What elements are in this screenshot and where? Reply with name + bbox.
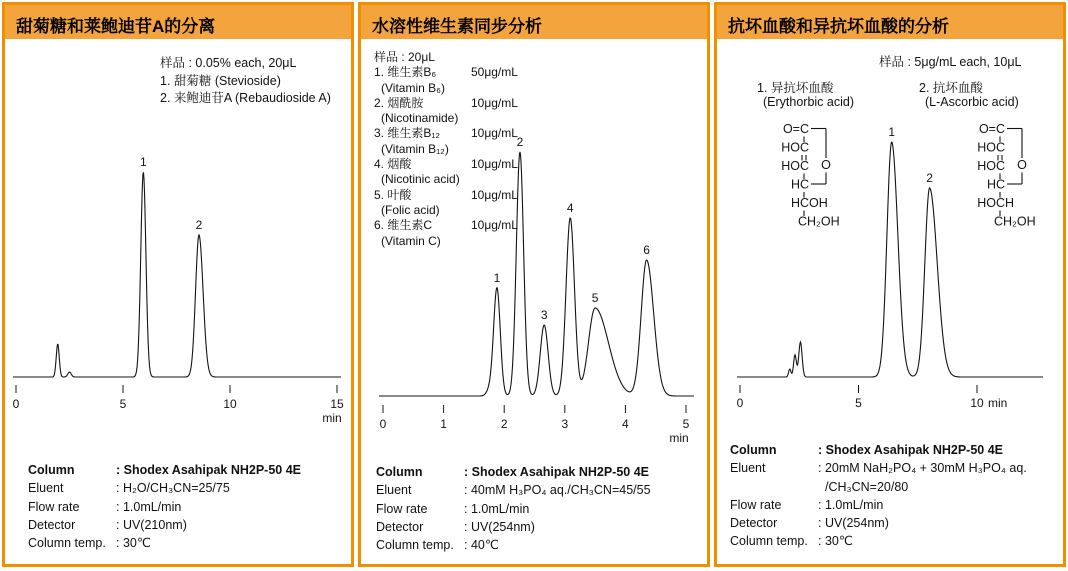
svg-text:HOC: HOC [977, 159, 1005, 173]
vitamin-item [374, 157, 534, 188]
condition-value: : H₂O/CH₃CN=25/75 [116, 481, 230, 496]
condition-value: : Shodex Asahipak NH2P-50 4E [464, 465, 650, 479]
vitamin-concentration: 10μg/mL [471, 126, 518, 141]
svg-text:3: 3 [561, 417, 569, 431]
svg-text:2: 2 [500, 417, 508, 431]
svg-text:1: 1 [139, 155, 147, 169]
svg-text:4: 4 [566, 201, 574, 215]
condition-row [376, 481, 706, 499]
condition-value: : 1.0mL/min [116, 499, 182, 514]
condition-label: Detector [376, 519, 424, 534]
svg-text:0: 0 [379, 417, 387, 431]
condition-row [28, 498, 358, 516]
condition-label: Column [28, 463, 75, 477]
svg-text:CH₂OH: CH₂OH [994, 214, 1036, 229]
sample-info [374, 50, 534, 249]
sample-line: 样品 : 0.05% each, 20μL [160, 56, 297, 70]
svg-text:HC: HC [790, 196, 809, 210]
condition-row [730, 532, 1060, 550]
svg-text:O: O [821, 158, 831, 172]
condition-row-continuation [730, 478, 1060, 496]
condition-row [730, 441, 1060, 459]
vitamin-item [374, 96, 534, 127]
svg-text:0: 0 [12, 397, 20, 411]
conditions-table [376, 463, 706, 554]
svg-text:5: 5 [682, 417, 690, 431]
svg-text:5: 5 [119, 397, 127, 411]
compound-name: 1. 异抗坏血酸 [757, 81, 834, 95]
condition-value: : 20mM NaH₂PO₄ + 30mM H₃PO₄ aq. [818, 461, 1027, 476]
svg-text:10: 10 [223, 397, 237, 411]
condition-label: Column temp. [730, 534, 808, 549]
vitamin-item [374, 188, 534, 219]
vitamin-concentration: 10μg/mL [471, 157, 518, 172]
condition-value: : 30℃ [818, 534, 853, 549]
svg-text:2: 2 [195, 218, 203, 232]
vitamin-english-name: (Nicotinamide) [381, 111, 459, 126]
condition-row [28, 479, 358, 497]
condition-label: Eluent [730, 461, 766, 476]
compound-1-label [757, 82, 854, 109]
svg-text:5: 5 [591, 291, 599, 305]
svg-text:HOC: HOC [977, 140, 1005, 155]
condition-value: /CH₃CN=20/80 [825, 479, 909, 494]
condition-label: Detector [28, 517, 76, 532]
erythorbic-acid-structure-diagram [769, 113, 884, 231]
svg-text:H: H [1005, 196, 1015, 210]
svg-text:HOC: HOC [781, 159, 809, 173]
vitamin-name: 5. 叶酸 [374, 187, 412, 202]
vitamin-name: 6. 维生素C [374, 218, 433, 233]
vitamin-concentration: 10μg/mL [471, 218, 518, 233]
svg-text:CH₂OH: CH₂OH [798, 214, 840, 229]
ascorbic-acid-structure-diagram [965, 113, 1068, 231]
condition-row [376, 463, 706, 481]
svg-text:2: 2 [926, 171, 933, 185]
vitamin-item [374, 218, 534, 249]
condition-value: : 30℃ [116, 536, 151, 551]
panel-ascorbic-acid-analysis [714, 2, 1066, 567]
svg-text:2: 2 [516, 135, 524, 149]
svg-text:min: min [988, 396, 1008, 410]
vitamin-name: 3. 维生素B₁₂ [374, 126, 441, 141]
vitamin-english-name: (Vitamin B₁₂) [381, 141, 449, 156]
panel-header [361, 5, 707, 39]
sample-header: 样品 : 20μL [374, 50, 435, 64]
svg-text:min: min [322, 411, 342, 425]
condition-label: Eluent [28, 481, 64, 496]
compound-name: 2. 抗坏血酸 [919, 81, 983, 95]
condition-value: : UV(254nm) [818, 516, 889, 531]
condition-label: Flow rate [730, 497, 782, 512]
condition-label: Column [730, 443, 777, 457]
condition-value: : 1.0mL/min [464, 501, 530, 516]
condition-row [730, 496, 1060, 514]
svg-text:min: min [669, 431, 689, 445]
vitamin-item [374, 126, 534, 157]
svg-text:5: 5 [855, 396, 862, 410]
svg-text:4: 4 [622, 417, 629, 431]
condition-row [730, 514, 1060, 532]
vitamin-english-name: (Vitamin B₆) [381, 80, 445, 95]
svg-text:10: 10 [970, 396, 984, 410]
condition-value: : Shodex Asahipak NH2P-50 4E [818, 443, 1004, 457]
vitamin-name: 1. 维生素B₆ [374, 65, 437, 80]
panel-vitamins-analysis [358, 2, 710, 567]
condition-label: Flow rate [28, 499, 80, 514]
panel-title: 抗坏血酸和异抗坏血酸的分析 [728, 17, 949, 36]
condition-value: : Shodex Asahipak NH2P-50 4E [116, 463, 302, 477]
condition-label: Column temp. [376, 538, 454, 553]
condition-label: Flow rate [376, 501, 428, 516]
svg-text:HOC: HOC [977, 196, 1005, 210]
condition-row [376, 536, 706, 554]
condition-row [28, 461, 358, 479]
svg-text:1: 1 [440, 417, 447, 431]
svg-text:1: 1 [888, 125, 896, 139]
svg-text:1: 1 [493, 271, 501, 285]
svg-text:6: 6 [643, 243, 650, 257]
panel-header [5, 5, 351, 39]
condition-value: : 1.0mL/min [818, 497, 884, 512]
vitamin-english-name: (Folic acid) [381, 202, 440, 217]
sample-info [160, 55, 331, 108]
svg-text:HC: HC [986, 177, 1005, 192]
condition-row [376, 518, 706, 536]
condition-value: : UV(210nm) [116, 517, 187, 532]
vitamin-item [374, 65, 534, 96]
vitamin-english-name: (Nicotinic acid) [381, 172, 460, 187]
condition-row [28, 516, 358, 534]
vitamin-concentration: 10μg/mL [471, 187, 518, 202]
condition-value: : 40℃ [464, 538, 499, 553]
vitamin-name: 4. 烟酸 [374, 157, 412, 172]
svg-text:O=C: O=C [782, 122, 809, 136]
svg-text:0: 0 [736, 396, 744, 410]
compound-english-name: (Erythorbic acid) [763, 94, 854, 109]
svg-text:3: 3 [540, 308, 548, 322]
compound-2-label [919, 82, 1019, 109]
sample-line: 1. 甜菊糖 (Stevioside) [160, 73, 281, 88]
vitamin-name: 2. 烟酰胺 [374, 95, 424, 110]
conditions-table [730, 441, 1060, 551]
sample-header: 样品 : 5μg/mL each, 10μL [879, 55, 1022, 69]
condition-row [376, 500, 706, 518]
condition-label [730, 478, 818, 496]
svg-text:HC: HC [790, 177, 809, 192]
vitamin-concentration: 10μg/mL [471, 95, 518, 110]
condition-value: : UV(254nm) [464, 519, 535, 534]
svg-text:OH: OH [809, 196, 828, 210]
condition-value: : 40mM H₃PO₄ aq./CH₃CN=45/55 [464, 483, 651, 498]
panel-title: 水溶性维生素同步分析 [372, 17, 542, 36]
svg-text:15: 15 [330, 397, 344, 411]
svg-text:O=C: O=C [978, 122, 1005, 136]
compound-english-name: (L-Ascorbic acid) [925, 94, 1019, 109]
condition-row [730, 459, 1060, 477]
condition-label: Column temp. [28, 536, 106, 551]
sample-line: 2. 来鲍迪苷A (Rebaudioside A) [160, 91, 331, 105]
condition-label: Eluent [376, 483, 412, 498]
svg-text:O: O [1017, 158, 1027, 172]
conditions-table [28, 461, 358, 552]
condition-row [28, 534, 358, 552]
panel-title: 甜菊糖和莱鲍迪苷A的分离 [16, 17, 216, 36]
condition-label: Detector [730, 516, 778, 531]
svg-text:HOC: HOC [781, 140, 809, 155]
condition-label: Column [376, 465, 423, 479]
panel-header [717, 5, 1063, 39]
vitamin-concentration: 50μg/mL [471, 65, 518, 80]
vitamin-english-name: (Vitamin C) [381, 233, 441, 248]
panel-stevioside-separation [2, 2, 354, 567]
